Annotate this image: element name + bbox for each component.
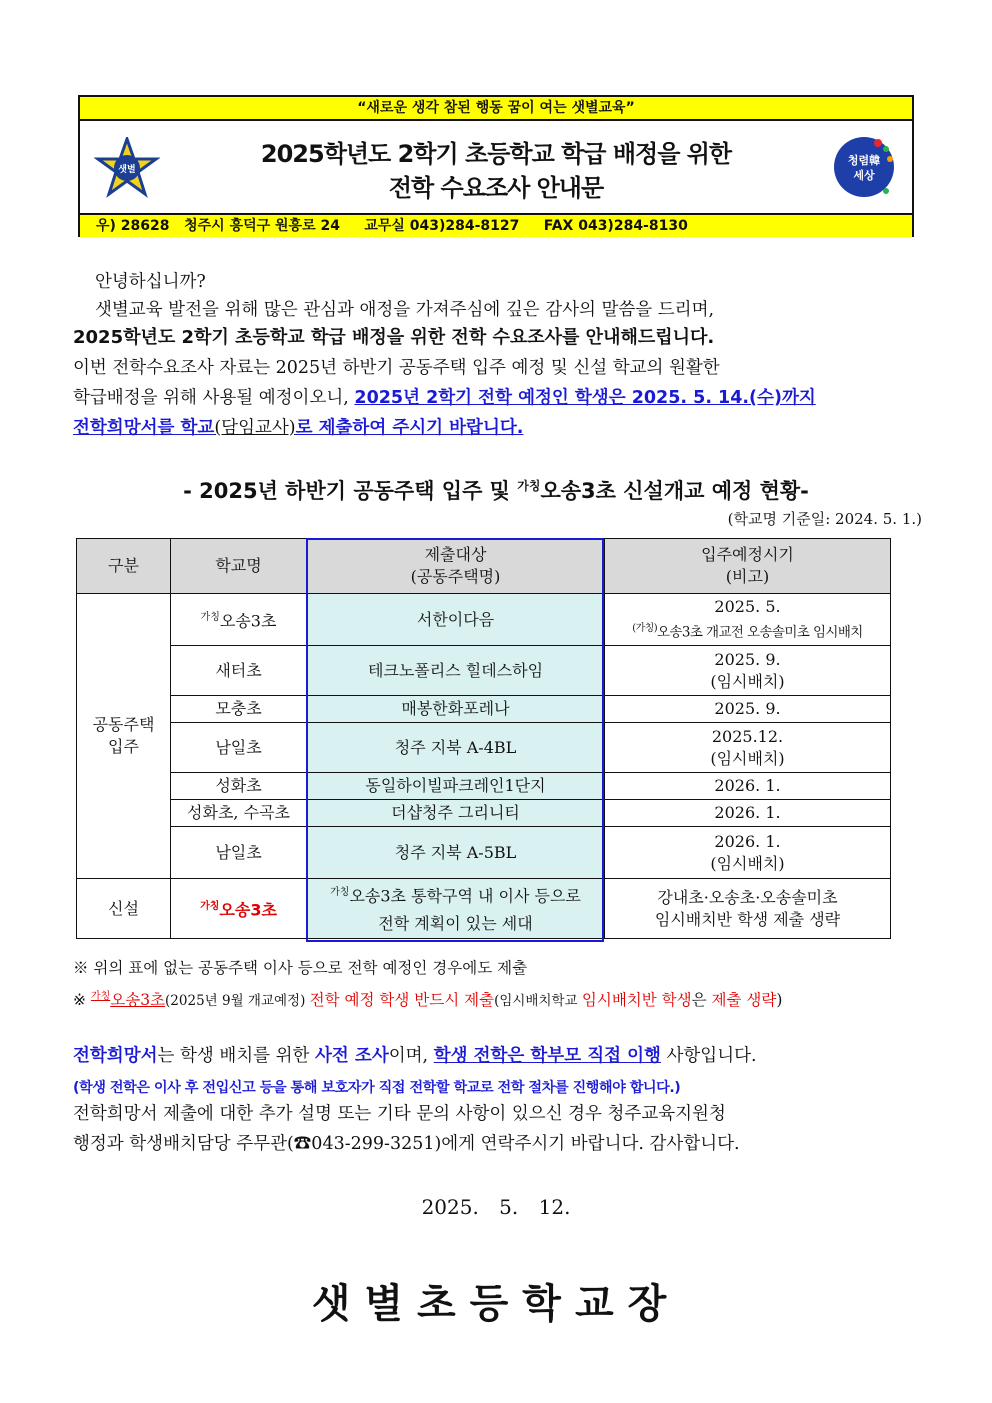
- header-school: 학교명: [171, 539, 307, 594]
- table-row: 성화초, 수곡초 더샵청주 그리니티 2026. 1.: [77, 800, 891, 827]
- body-line-5: 학급배정을 위해 사용될 예정이오니, 2025년 2학기 전학 예정인 학생은 2025. 5. 14.(수)까지: [73, 388, 816, 408]
- body-line-3: 2025학년도 2학기 초등학교 학급 배정을 위한 전학 수요조사를 안내해드립니다.: [73, 327, 715, 348]
- integrity-logo-icon: [828, 131, 898, 203]
- closing-line-4: 행정과 학생배치담당 주무관(☎043-299-3251)에게 연락주시기 바랍니다. 감사합니다.: [73, 1134, 740, 1154]
- header-date: 입주예정시기 (비고): [605, 539, 891, 594]
- title-bar: [80, 121, 912, 215]
- basis-date: (학교명 기준일: 2024. 5. 1.): [727, 510, 922, 528]
- header-category: 구분: [77, 539, 171, 594]
- body-line-6: 전학희망서를 학교(담임교사)로 제출하여 주시기 바랍니다.: [73, 418, 524, 438]
- body-line-2: 샛별교육 발전을 위해 많은 관심과 애정을 가져주심에 깊은 감사의 말씀을 드리며,: [95, 300, 715, 320]
- table-row: 남일초 청주 지북 A-5BL 2026. 1. (임시배치): [77, 827, 891, 879]
- note-2: ※ $^{가칭}$오송3초(2025년 9월 개교예정) 전학 예정 학생 반드시 제출(임시배치학교 임시배치반 학생은 제출 생략): [73, 991, 783, 1010]
- svg-text:샛별: 샛별: [118, 165, 136, 175]
- svg-text:세상: 세상: [853, 169, 875, 182]
- document-title: 2025학년도 2학기 초등학교 학급 배정을 위한 전학 수요조사 안내문: [260, 140, 732, 202]
- body-line-4: 이번 전학수요조사 자료는 2025년 하반기 공동주택 입주 예정 및 신설 학교의 원활한: [73, 358, 720, 378]
- group-new: 신설: [77, 879, 171, 939]
- greeting: 안녕하십니까?: [95, 272, 206, 292]
- closing-line-3: 전학희망서 제출에 대한 추가 설명 또는 기타 문의 사항이 있으신 경우 청주교육지원청: [73, 1104, 726, 1124]
- signature: 샛별초등학교장: [311, 1280, 681, 1327]
- table-row: 성화초 동일하이빌파크레인1단지 2026. 1.: [77, 773, 891, 800]
- group-housing: 공동주택 입주: [77, 594, 171, 879]
- document-date: 2025. 5. 12.: [421, 1195, 571, 1219]
- closing-line-2: (학생 전학은 이사 후 전입신고 등을 통해 보호자가 직접 전학할 학교로 전학 절차를 진행해야 합니다.): [73, 1080, 681, 1096]
- table-row: 공동주택 입주 $^{가칭}$오송3초 서한이다음 2025. 5. $^{(가칭)}$오송3초 개교전 오송솔미초 임시배치: [77, 594, 891, 646]
- closing-line-1: 전학희망서는 학생 배치를 위한 사전 조사이며, 학생 전학은 학부모 직접 이행 사항입니다.: [73, 1046, 757, 1066]
- svg-text:청렴韓: 청렴韓: [847, 154, 881, 167]
- table-row: 남일초 청주 지북 A-4BL 2025.12. (임시배치): [77, 723, 891, 773]
- header-box: [78, 95, 914, 237]
- note-1: ※ 위의 표에 없는 공동주택 이사 등으로 전학 예정인 경우에도 제출: [73, 959, 528, 977]
- table-row: 모충초 매봉한화포레나 2025. 9.: [77, 696, 891, 723]
- table-row-new-school: 신설 $^{가칭}$오송3초 $^{가칭}$오송3초 통학구역 내 이사 등으로 전학 계획이 있는 세대 강내초·오송초·오송솔미초 임시배치반 학생 제출 생략: [77, 879, 891, 939]
- table-header-row: [77, 539, 891, 594]
- address-bar: 우) 28628 청주시 흥덕구 원흥로 24 교무실 043)284-8127 FAX 043)284-8130: [80, 215, 912, 237]
- school-table: [76, 538, 891, 939]
- section-title: - 2025년 하반기 공동주택 입주 및 $^{가칭}$오송3초 신설개교 예정 현황-: [183, 479, 809, 503]
- table-row: 새터초 테크노폴리스 힐데스하임 2025. 9. (임시배치): [77, 646, 891, 696]
- slogan: “새로운 생각 참된 행동 꿈이 여는 샛별교육”: [80, 97, 912, 121]
- header-target: 제출대상 (공동주택명): [307, 539, 605, 594]
